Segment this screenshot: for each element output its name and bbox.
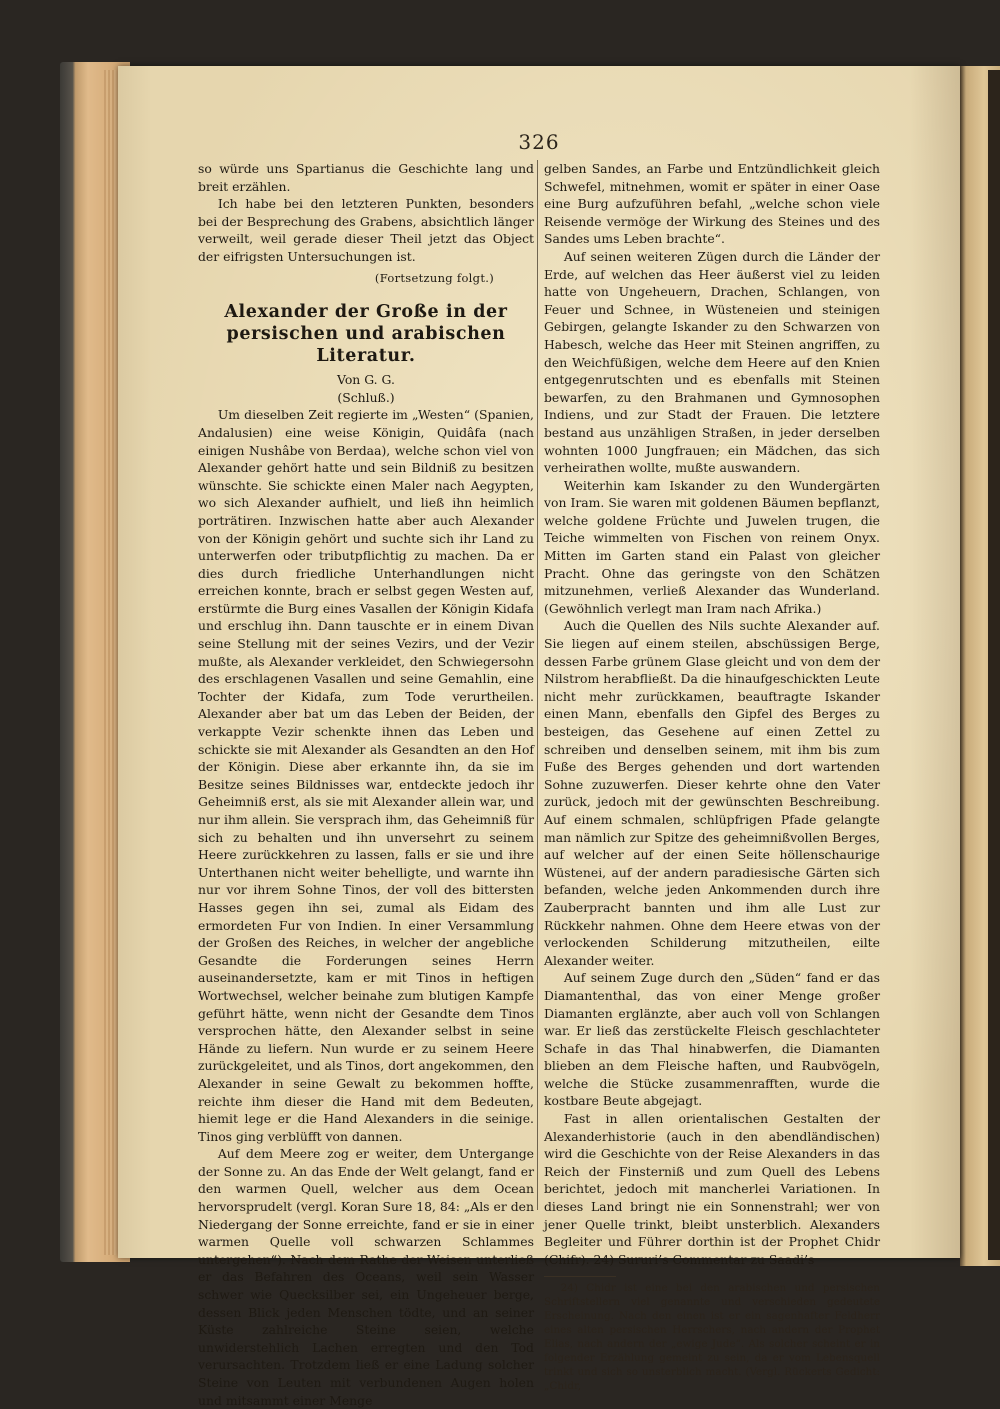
left-column <box>198 160 534 1409</box>
paragraph: Auf seinen weiteren Zügen durch die Länder der Erde, auf welchen das Heer äußerst viel zu leiden hatte von Ungeheuern, Drachen, Schlangen, von Feuer und Schnee, in Wüsteneien und steinigen Gebirgen, gelangte Iskander zu den Schwarzen von Habesch, welche das Heer mit Steinen angriffen, zu den Weichfüßigen, welche dem Heere auf den Knien entgegenrutschten und es ebenfalls mit Steinen bewarfen, zu den Brahmanen und Gymnosophen Indiens, und zur Stadt der Frauen. Die letztere bestand aus unzähligen Straßen, in jeder derselben wohnten 1000 Jungfrauen; ein Mädchen, das sich verheirathen wollte, mußte auswandern. <box>544 248 880 476</box>
paragraph: Um dieselben Zeit regierte im „Westen“ (Spanien, Andalusien) eine weise Königin, Quidâfa (nach einigen Nushâbe von Berdaa), welche schon viel von Alexander gehört hatte und sein Bildniß zu besitzen wünschte. Sie schickte einen Maler nach Aegypten, wo sich Alexander aufhielt, und ließ ihn heimlich porträtiren. Inzwischen hatte aber auch Alexander von der Königin gehört und suchte sich ihr Land zu unterwerfen oder tributpflichtig zu machen. Da er dies durch friedliche Unterhandlungen nicht erreichen konnte, brach er selbst gegen Westen auf, erstürmte die Burg eines Vasallen der Königin Kidafa und erschlug ihn. Dann tauschte er in einem Divan seine Stellung mit der seines Vezirs, und der Vezir mußte, als Alexander verkleidet, den Schwiegersohn des erschlagenen Vasallen und seine Gemahlin, eine Tochter der Kidafa, zum Tode verurtheilen. Alexander aber bat um das Leben der Beiden, der verkappte Vezir schenkte ihnen das Leben und schickte sie mit Alexander als Gesandten an den Hof der Königin. Diese aber erkannte ihn, da sie im Besitze seines Bildnisses war, entdeckte jedoch ihr Geheimniß erst, als sie mit Alexander allein war, und nur ihm allein. Sie versprach ihm, das Geheimniß für sich zu behalten und ihn unversehrt zu seinem Heere zurückkehren zu lassen, falls er sie und ihre Unterthanen nicht weiter behelligte, und warnte ihn nur vor ihrem Sohne Tinos, der voll des bittersten Hasses gegen ihn sei, zumal als Eidam des ermordeten Fur von Indien. In einer Versammlung der Großen des Reiches, in welcher der angebliche Gesandte die Forderungen seines Herrn auseinandersetzte, kam er mit Tinos in heftigen Wortwechsel, welcher beinahe zum blutigen Kampfe geführt hätte, wenn nicht der Gesandte dem Tinos versprochen hätte, den Alexander selbst in seine Hände zu liefern. Nun wurde er zu seinem Heere zurückgeleitet, und als Tinos, dort angekommen, den Alexander in seine Gewalt zu bekommen hoffte, reichte ihm dieser die Hand mit dem Bedeuten, hiemit lege er die Hand Alexanders in die seinige. Tinos ging verblüfft von dannen. <box>198 407 534 1144</box>
right-column <box>544 160 880 1393</box>
conclusion-marker: (Schluß.) <box>337 389 395 405</box>
paragraph: Auf dem Meere zog er weiter, dem Untergange der Sonne zu. An das Ende der Welt gelangt, fand er den warmen Quell, welcher aus dem Ocean hervorsprudelt (vergl. Koran Sure 18, 84: „Als er den Niedergang der Sonne erreichte, fand er sie in einer warmen Quelle voll schwarzen Schlammes untergehen“). Nach dem Rathe der Weisen unterließ er das Befahren des Oceans, weil sein Wasser schwer wie Quecksilber sei, ein Ungeheuer berge, dessen Blick jeden Menschen tödte, und an seiner Küste zahlreiche Steine seien, welche unwiderstehlich Lachen erregten und den Tod verursachten. Trotzdem ließ er eine Ladung solcher Steine von Leuten mit verbundenen Augen holen und mitsammt einer Menge <box>198 1146 534 1408</box>
footnote-divider <box>544 1276 616 1277</box>
continuation-note: (Fortsetzung folgt.) <box>374 270 494 285</box>
paragraph: Ich habe bei den letzteren Punkten, besonders bei der Besprechung des Grabens, absichtlich länger verweilt, weil gerade dieser Theil jetzt das Object der eifrigsten Untersuchungen ist. <box>198 196 534 264</box>
byline: Von G. G. <box>337 372 395 388</box>
paragraph: Auf seinem Zuge durch den „Süden“ fand er das Diamantenthal, das von einer Menge großer Diamanten erglänzte, aber auch voll von Schlangen war. Er ließ das zerstückelte Fleisch geschlachteter Schafe in das Thal hinabwerfen, die Diamanten blieben an dem Fleische haften, und Raubvögeln, welche die Stücke zusammenrafften, wurde die kostbare Beute abgejagt. <box>544 970 880 1109</box>
page-stack-edge <box>104 70 116 1255</box>
paragraph: Weiterhin kam Iskander zu den Wundergärten von Iram. Sie waren mit goldenen Bäumen bepflanzt, welche goldene Früchte und Juwelen trugen, die Teiche wimmelten von Fischen von reinem Onyx. Mitten im Garten stand ein Palast von gleicher Pracht. Ohne das geringste von den Schätzen mitzunehmen, verließ Alexander das Wunderland. (Gewöhnlich verlegt man Iram nach Afrika.) <box>544 477 880 616</box>
paragraph: Auch die Quellen des Nils suchte Alexander auf. Sie liegen auf einem steilen, abschüssigen Berge, dessen Farbe grünem Glase gleicht und von dem der Nilstrom herabfließt. Da die hinaufgeschickten Leute nicht mehr zurückkamen, beauftragte Iskander einen Mann, ebenfalls den Gipfel des Berges zu besteigen, das Gesehene auf einen Zettel zu schreiben und denselben seinem, mit ihm bis zum Fuße des Berges gehenden und dort wartenden Sohne zuzuwerfen. Dieser kehrte ohne den Vater zurück, jedoch mit der gewünschten Beschreibung. Auf einem schmalen, schlüpfrigen Pfade gelangte man nämlich zur Spitze des geheimnißvollen Berges, auf welcher auf der einen Seite höllenschaurige Wüstenei, auf der andern paradiesische Gärten sich befanden, welche jeden Ankommenden durch ihre Zauberpracht bannten und ihm alle Lust zur Rückkehr nahmen. Ohne dem Heere etwas von der verlockenden Schilderung mitzutheilen, eilte Alexander weiter. <box>544 618 880 968</box>
paragraph: gelben Sandes, an Farbe und Entzündlichkeit gleich Schwefel, mitnehmen, womit er später in einer Oase eine Burg aufzuführen befahl, „welche schon viele Reisende vermöge der Wirkung des Steines und des Sandes ums Leben brachte“. <box>544 161 880 247</box>
column-divider <box>537 160 538 1210</box>
book-gutter <box>988 70 1000 1260</box>
paragraph: so würde uns Spartianus die Geschichte lang und breit erzählen. <box>198 161 534 194</box>
article-title: Alexander der Große in der persischen und arabischen Literatur. <box>224 302 508 367</box>
paragraph: Fast in allen orientalischen Gestalten der Alexanderhistorie (auch in den abendländischen) wird die Geschichte von der Reise Alexanders in das Reich der Finsterniß und zum Quell des Lebens berichtet, jedoch mit mancherlei Variationen. In dieses Land bringt nie ein Sonnenstrahl; wer von jener Quelle trinkt, bleibt unsterblich. Alexanders Begleiter und Führer dorthin ist der Prophet Chidr (Chifr). 24) Sururi’s Commentar zu Saadi’s <box>544 1111 880 1267</box>
page-number: 326 <box>518 130 560 154</box>
book-page <box>118 66 960 1408</box>
footnote: 24) Chidr ist eine bei den arabischen und persischen Schriftstellern viel genannte und verschieden gedeutete Erscheinung. Nach den einen ist er ein sagenhafter Feldherr eines alten persischen Herrschers, nach andern der Prophet Elias, nach andern der „ewige Jude“. Als solcher scheint er in folgender Erzählung gemeint zu sein, da er vom Lebensquell trinkt und sich so unsterblich macht. (Vergl. Rückerts Gedicht: „Chidr, <box>544 1282 880 1393</box>
